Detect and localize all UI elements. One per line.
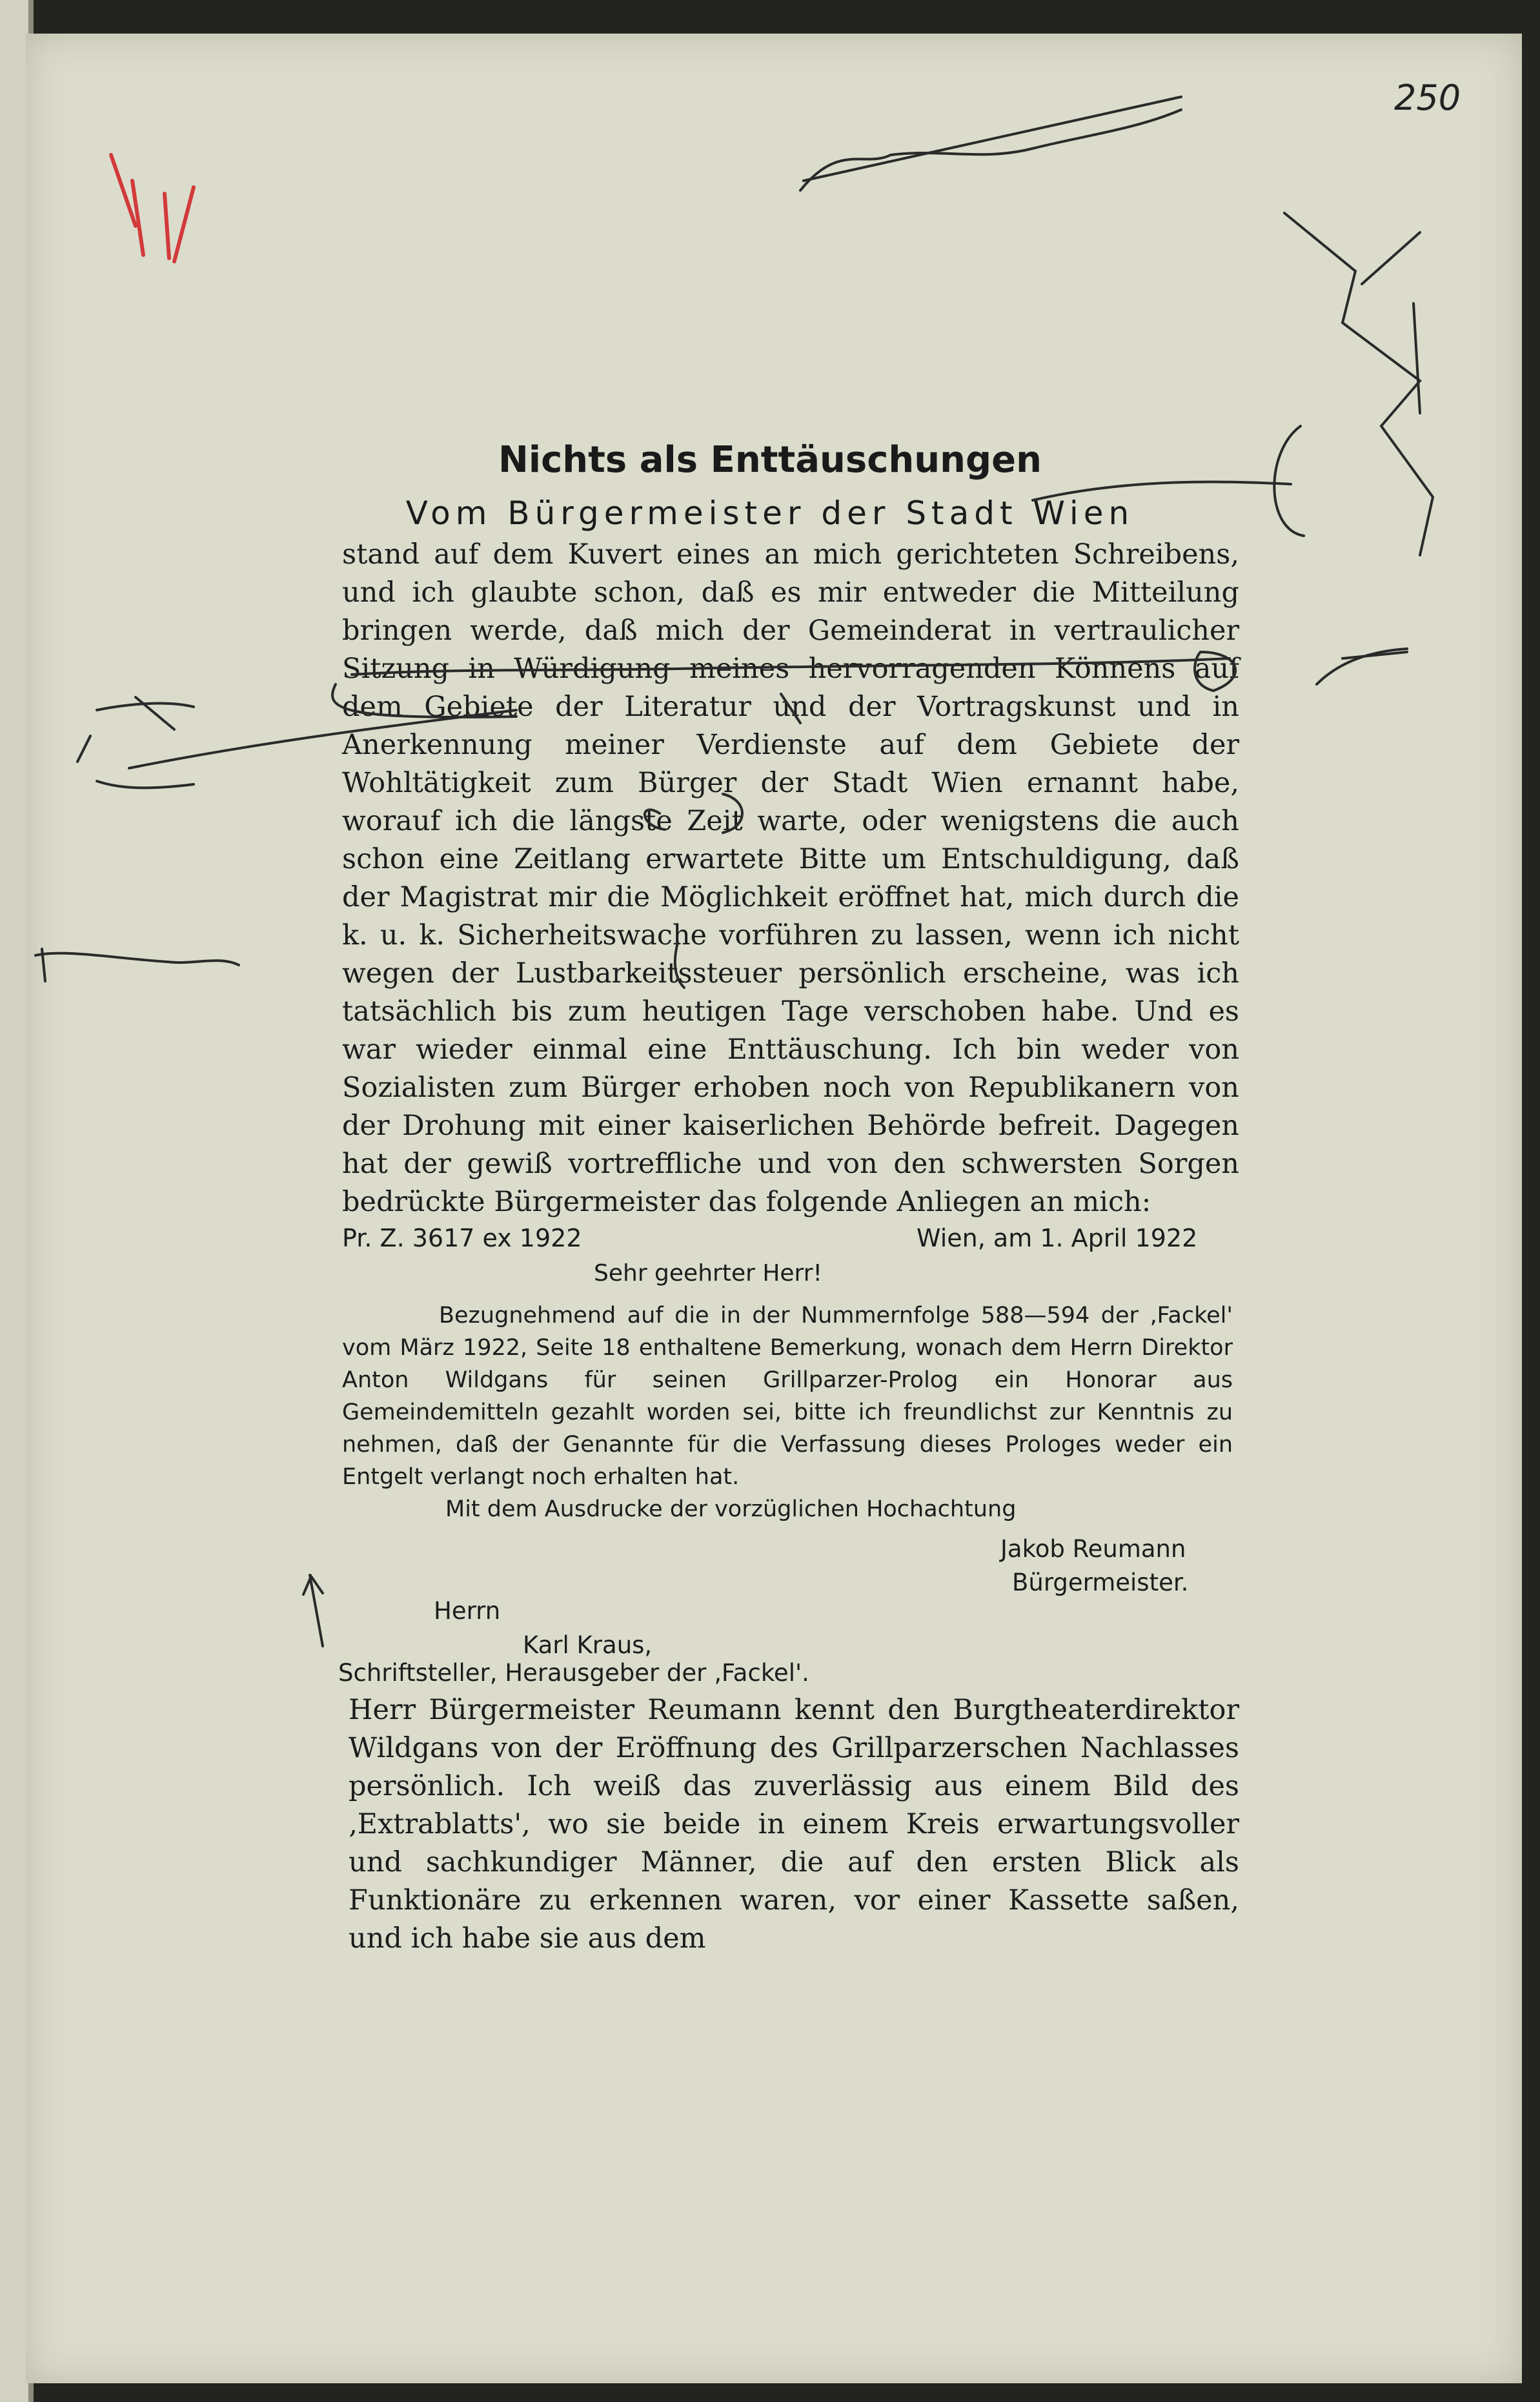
paragraph-continuation: Herr Bürgermeister Reumann kennt den Burgtheaterdirektor Wildgans von der Eröffnung des Grillparzerschen Nachlasses persönlich. Ich weiß das zuverlässig aus einem Bild des ‚Extrablatts', wo sie beide in einem Kreis erwartungsvoller und sachkundiger Männer, die auf den ersten Blick als Funktionäre zu erkennen waren, vor einer Kassette saßen, und ich habe sie aus dem	[349, 1694, 1239, 1955]
letter-signer-title: Bürgermeister.	[1012, 1569, 1189, 1596]
page-number: 250	[1394, 77, 1461, 118]
letter-signer: Jakob Reumann	[1000, 1535, 1186, 1563]
article-subtitle: Vom Bürgermeister der Stadt Wien	[405, 494, 1135, 532]
letter-reference: Pr. Z. 3617 ex 1922	[342, 1224, 582, 1252]
recipient-title: Schriftsteller, Herausgeber der ‚Fackel'.	[338, 1659, 809, 1687]
recipient-name: Karl Kraus,	[523, 1631, 653, 1659]
paragraph-intro: stand auf dem Kuvert eines an mich gerichteten Schreibens, und ich glaubte schon, daß es mir entweder die Mitteilung bringen werde, daß mich der Gemeinderat in vertraulicher Sitzung in Würdigung meines hervorragenden Könnens auf dem Gebiete der Literatur und der Vortragskunst und in Anerkennung meiner Verdienste auf dem Gebiete der Wohltätigkeit zum Bürger der Stadt Wien ernannt habe, worauf ich die längste Zeit warte, oder wenigstens die auch schon eine Zeitlang erwartete Bitte um Entschuldigung, daß der Magistrat mir die Möglichkeit eröffnet hat, mich durch die k. u. k. Sicherheitswache vorführen zu lassen, wenn ich nicht wegen der Lustbarkeitssteuer persönlich erscheine, was ich tatsächlich bis zum heutigen Tage verschoben habe. Und es war wieder einmal eine Enttäuschung. Ich bin weder von Sozialisten zum Bürger erhoben noch von Republikanern von der Drohung mit einer kaiserlichen Behörde befreit. Dagegen hat der gewiß vortreffliche und von den schwersten Sorgen bedrückte Bürgermeister das folgende Anliegen an mich:	[342, 538, 1239, 1218]
recipient-prefix: Herrn	[434, 1597, 501, 1625]
article-title: Nichts als Enttäuschungen	[498, 439, 1042, 481]
letter-date: Wien, am 1. April 1922	[917, 1224, 1198, 1252]
page-left-edge	[0, 0, 28, 2402]
letter-closing: Mit dem Ausdrucke der vorzüglichen Hochachtung	[445, 1496, 1017, 1522]
letter-body: Bezugnehmend auf die in der Nummernfolge 588—594 der ‚Fackel' vom März 1922, Seite 18 enthaltene Bemerkung, wonach dem Herrn Direktor Anton Wildgans für seinen Grillparzer-Prolog ein Honorar aus Gemeindemitteln gezahlt worden sei, bitte ich freundlichst zur Kenntnis zu nehmen, daß der Genannte für die Verfassung dieses Prologes weder ein Entgelt verlangt noch erhalten hat.	[342, 1303, 1233, 1490]
letter-salutation: Sehr geehrter Herr!	[594, 1260, 822, 1287]
